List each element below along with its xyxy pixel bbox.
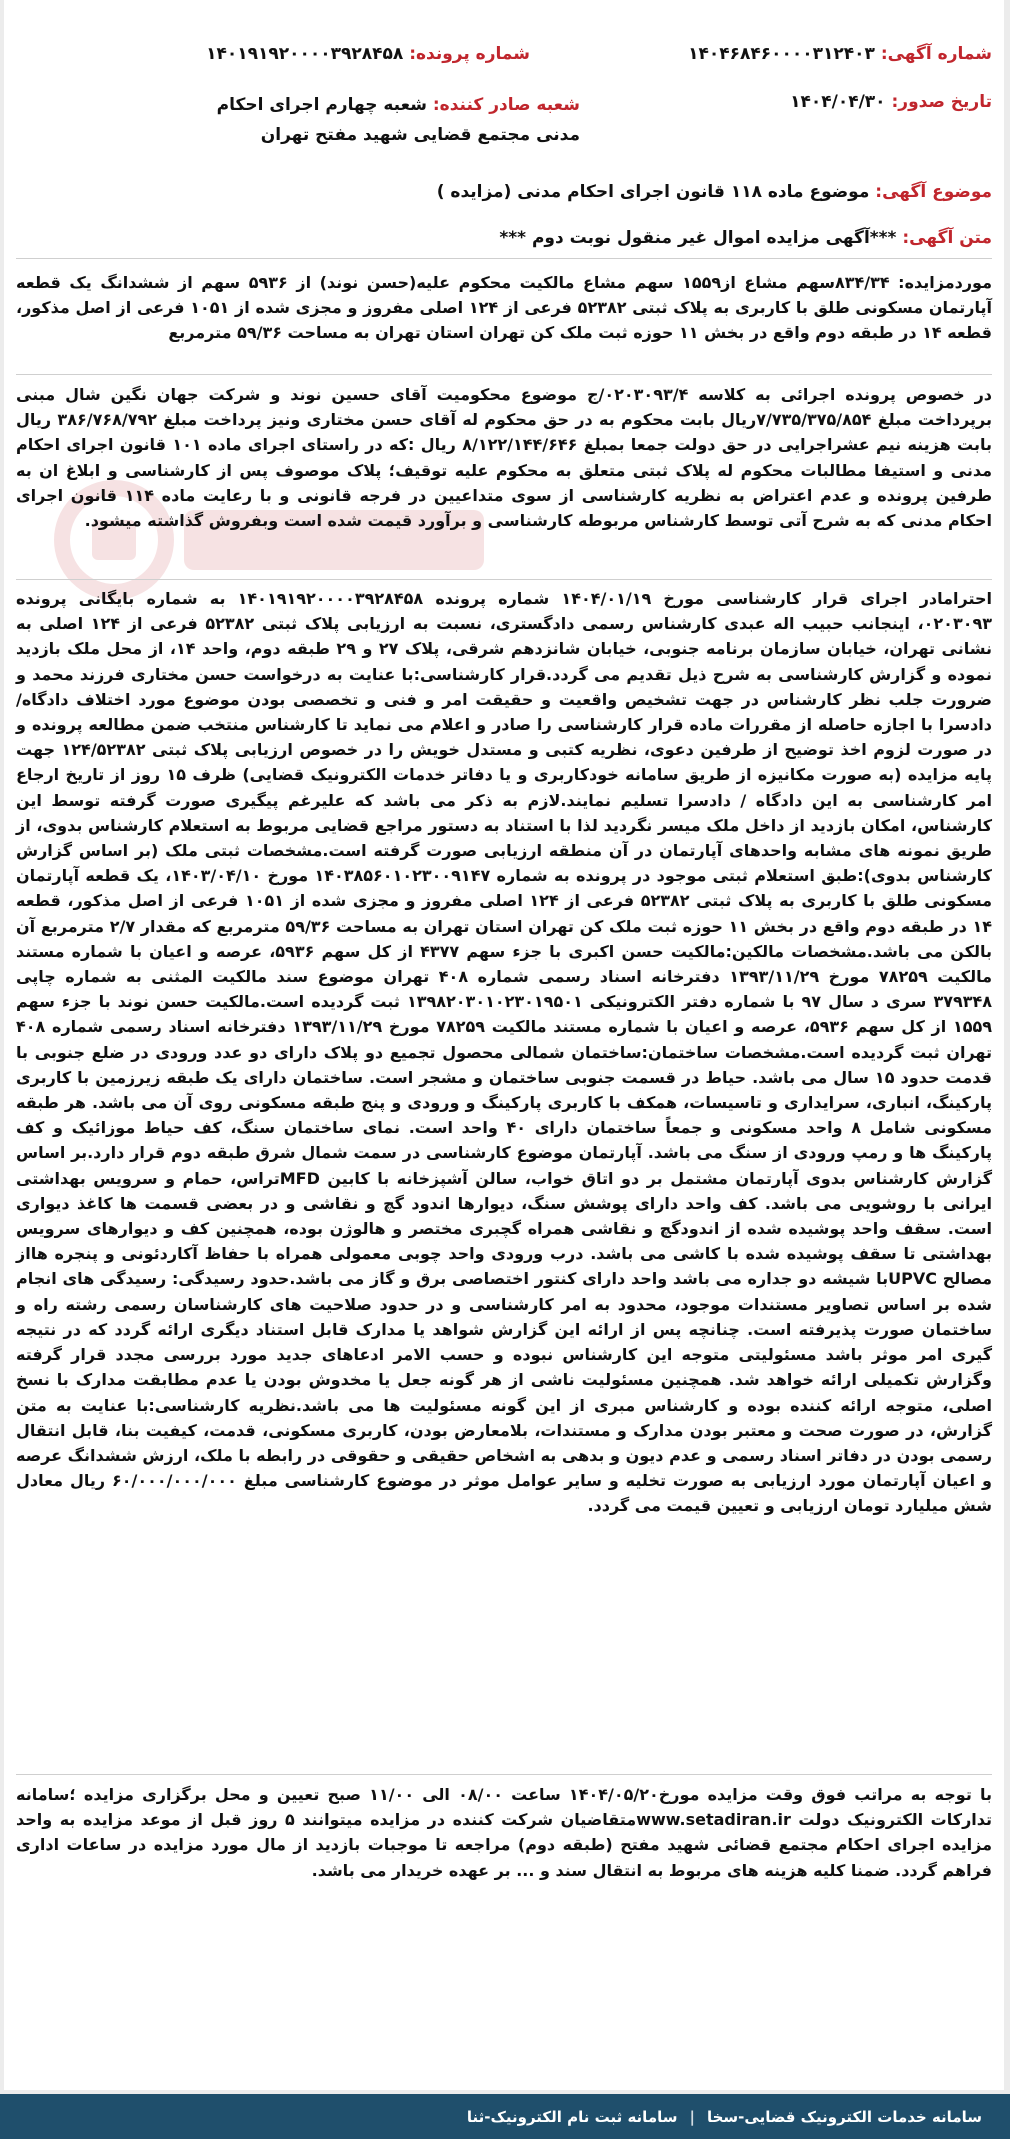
divider [16,579,992,580]
expert-report-paragraph: احترامادر اجرای قرار کارشناسی مورخ ۱۴۰۴/۰۱/۱۹ شماره پرونده ۱۴۰۱۹۱۹۲۰۰۰۰۳۹۲۸۴۵۸ به شماره بایگانی پرونده ۰۲۰۳۰۹۳، اینجانب حبیب اله عبدی کارشناس رسمی دادگستری، نسبت به ارزیابی پلاک ثبتی ۵۲۳۸۲ فرعی از ۱۲۴ اصلی به نشانی تهران، خیابان سازمان برنامه جنوبی، خیابان شانزدهم شرقی، پلاک ۲۷ و ۲۹ طبقه دوم، واحد ۱۴، از محل ملک بازدید نموده و گزارش کارشناسی به شرح ذیل تقدیم می گردد.قرار کارشناسی:با عنایت به درخواست حسن مختاری فرزند محمد و ضرورت جلب نظر کارشناس در جهت تشخیص واقعیت و حقیقت امر و فنی و تخصصی بودن موضوع مورد اختلاف دادگاه/دادسرا با اجازه حاصله از مقررات ماده قرار کارشناسی را صادر و اعلام می نماید تا کارشناس منتخب ضمن مطالعه پرونده و در صورت لزوم اخذ توضیح از طرفین دعوی، نظریه کتبی و مستدل خویش را در خصوص ارزیابی پلاک ثبتی ۱۲۴/۵۲۳۸۲ جهت پایه مزایده (به صورت مکانیزه از طریق سامانه خودکاربری و یا دفاتر خدمات الکترونیک قضایی) ظرف ۱۵ روز از تاریخ ارجاع امر کارشناسی به این دادگاه / دادسرا تسلیم نمایند.لازم به ذکر می باشد که علیرغم پیگیری صورت گرفته توسط این کارشناس، امکان بازدید از داخل ملک میسر نگردید لذا با استناد به دستور مراجع قضایی مربوط به استعلام کارشناس بدوی، از طریق نمونه های مشابه واحدهای آپارتمان در آن منطقه ارزیابی صورت گرفته است.مشخصات ثبتی ملک (بر اساس گزارش کارشناس بدوی):طبق استعلام ثبتی موجود در پرونده به شماره ۱۴۰۳۸۵۶۰۱۰۲۳۰۰۹۱۴۷ مورخ ۱۴۰۳/۰۴/۱۰، یک قطعه آپارتمان مسکونی طلق با کاربری به پلاک ثبتی ۵۲۳۸۲ فرعی از ۱۲۴ اصلی مفروز و مجزی شده از ۱۰۵۱ فرعی از اصل مذکور، قطعه ۱۴ در طبقه دوم واقع در بخش ۱۱ حوزه ثبت ملک کن تهران استان تهران به مساحت ۵۹/۳۶ مترمربع که مقدار ۲/۷ مترمربع آن بالکن می باشد.مشخصات مالکین:مالکیت حسن اکبری با جزء سهم ۴۳۷۷ از کل سهم ۵۹۳۶، عرصه و اعیان با شماره مستند مالکیت ۷۸۲۵۹ مورخ ۱۳۹۳/۱۱/۲۹ دفترخانه اسناد رسمی شماره ۴۰۸ تهران موضوع سند مالکیت المثنی به شماره چاپی ۳۷۹۳۴۸ سری د سال ۹۷ با شماره دفتر الکترونیکی ۱۳۹۸۲۰۳۰۱۰۲۳۰۱۹۵۰۱ ثبت گردیده است.مالکیت حسن نوند با جزء سهم ۱۵۵۹ از کل سهم ۵۹۳۶، عرصه و اعیان با شماره مستند مالکیت ۷۸۲۵۹ مورخ ۱۳۹۳/۱۱/۲۹ دفترخانه اسناد رسمی شماره ۴۰۸ تهران ثبت گردیده است.مشخصات ساختمان:ساختمان شمالی محصول تجمیع دو پلاک دارای دو عدد ورودی در ضلع جنوبی با قدمت حدود ۱۵ سال می باشد. حیاط در قسمت جنوبی ساختمان و مشجر است. ساختمان دارای یک طبقه زیرزمین با کاربری پارکینگ، انباری، سرایداری و تاسیسات، همکف با کاربری پارکینگ و ورودی و پنج طبقه مسکونی روی آن می باشد. هر طبقه مسکونی شامل ۸ واحد مسکونی و جمعاً ساختمان دارای ۴۰ واحد است. نمای ساختمان سنگ، کف حیاط موزائیک و کف پارکینگ ها و رمپ ورودی از سنگ می باشد. آپارتمان موضوع کارشناسی در سمت شمال شرق طبقه دوم قرار دارد.بر اساس گزارش کارشناس بدوی آپارتمان مشتمل بر دو اتاق خواب، سالن آشپزخانه با کابین MFDتراس، حمام و سرویس بهداشتی ایرانی با روشویی می باشد. کف واحد دارای پوشش سنگ، دیوارها اندود گچ و نقاشی و در بعضی قسمت ها کاغذ دیواری است. سقف واحد پوشیده شده از اندودگچ و نقاشی همراه گچبری مختصر و هالوژن بوده، همچنین کف و دیوارهای سرویس بهداشتی تا سقف پوشیده شده با کاشی می باشد. درب ورودی واحد چوبی معمولی همراه با حفاظ آکاردئونی و پنجره هااز مصالح UPVCبا شیشه دو جداره می باشد واحد دارای کنتور اختصاصی برق و گاز می باشد.حدود رسیدگی: رسیدگی های انجام شده بر اساس تصاویر مستندات موجود، محدود به امر کارشناسی و در حدود صلاحیت های کارشناسان رسمی رشته راه و ساختمان صورت پذیرفته است. چنانچه پس از ارائه این گزارش شواهد یا مدارک قابل استناد دیگری ارائه گردد که در نتیجه گیری امر موثر باشد مسئولیتی متوجه این کارشناس نبوده و حسب الامر ادعاهای جدید مورد بررسی مجدد قرار گرفته وگزارش تکمیلی ارائه خواهد شد. همچنین مسئولیت ناشی از هر گونه جعل یا مخدوش بودن یا عدم مطابقت مدارک با نسخ اصلی، متوجه ارائه کننده بوده و کارشناس مبری از این گونه مسئولیت ها می باشد.نظریه کارشناسی:با عنایت به متن گزارش، در صورت صحت و معتبر بودن مدارک و مستندات، بلامعارض بودن، کاربری مسکونی، قدمت، کیفیت بنا، قابل انتقال رسمی بودن در دفاتر اسناد رسمی و عدم دیون و بدهی به اشخاص حقیقی و حقوقی در رابطه با ملک، ارزش ششدانگ عرصه و اعیان آپارتمان مورد ارزیابی به صورت تخلیه و سایر عوامل موثر در موضوع کارشناسی مبلغ ۶۰/۰۰۰/۰۰۰/۰۰۰ ریال معادل شش میلیارد تومان ارزیابی و تعیین قیمت می گردد. [16,589,993,1516]
issuing-branch-value: شعبه چهارم اجرای احکام مدنی مجتمع قضایی شهید مفتح تهران [216,95,580,145]
notice-page [4,0,1004,2090]
ad-number-value: ۱۴۰۴۶۸۴۶۰۰۰۰۳۱۲۴۰۳ [688,44,875,64]
issue-date-value: ۱۴۰۴/۰۴/۳۰ [790,92,886,112]
auction-schedule-paragraph: با توجه به مراتب فوق وقت مزایده مورخ۱۴۰۴/۰۵/۲۰ ساعت ۰۸/۰۰ الی ۱۱/۰۰ صبح تعیین و محل برگزاری مزایده ؛سامانه تدارکات الکترونیک دولت www.setadiran.irمتقاضیان شرکت کننده در مزایده میتوانند ۵ روز قبل از موعد مزایده به واحد مزایده اجرای احکام مجتمع قضائی شهید مفتح (طبقه دوم) مراجعه تا موجبات بازدید از مال مورد مزایده در ساعات اداری فراهم گردد. ضمنا کلیه هزینه های مربوط به انتقال سند و ... بر عهده خریدار می باشد. [16,1785,993,1880]
issue-date-field [790,92,992,112]
ad-number-field [688,44,992,64]
footer-link-sana[interactable]: سامانه ثبت نام الکترونیک-ثنا [466,2107,678,2126]
footer-bar [0,2094,1010,2139]
issue-date-label: تاریخ صدور: [891,92,992,112]
subject-label: موضوع آگهی: [875,182,992,202]
subject-value: موضوع ماده ۱۱۸ قانون اجرای احکام مدنی (مزایده ) [436,182,870,202]
footer-separator: | [689,2107,695,2126]
subject-field [437,182,992,202]
auction-item-paragraph: موردمزایده: ۸۳۴/۳۴سهم مشاع از۱۵۵۹ سهم مشاع مالکیت محکوم علیه(حسن نوند) از ۵۹۳۶ سهم از ششدانگ یک قطعه آپارتمان مسکونی طلق با کاربری به پلاک ثبتی ۵۲۳۸۲ فرعی از ۱۲۴ اصلی مفروز و مجزی شده از ۱۰۵۱ فرعی از اصل مذکور، قطعه ۱۴ در طبقه دوم واقع در بخش ۱۱ حوزه ثبت ملک کن تهران استان تهران به مساحت ۵۹/۳۶ مترمربع [16,273,993,343]
case-description-paragraph: در خصوص پرونده اجرائی به کلاسه ۰۲۰۳۰۹۳/۴/ج موضوع محکومیت آقای حسین نوند و شرکت جهان نگین شال مبنی برپرداخت مبلغ ۷/۷۳۵/۳۷۵/۸۵۴ریال بابت محکوم به در حق محکوم له آقای حسن مختاری ونیز پرداخت مبلغ ۳۸۶/۷۶۸/۷۹۲ ریال بابت هزینه نیم عشراجرایی در حق دولت جمعا بمبلغ ۸/۱۲۲/۱۴۴/۶۴۶ ریال :که در راستای اجرای ماده ۱۰۱ قانون اجرای احکام مدنی و استیفا مطالبات محکوم له پلاک ثبتی متعلق به محکوم علیه توقیف؛ پلاک موصوف پس از کارشناسی و ابلاغ ان به طرفین پرونده و عدم اعتراض به نظریه کارشناسی از سوی متداعیین در فرجه قانونی و با رعایت ماده ۱۱۴ قانون اجرای احکام مدنی که به شرح آتی توسط کارشناس مربوطه کارشناسی و برآورد قیمت شده است وبفروش گذاشته میشود. [16,385,993,531]
text-label: متن آگهی: [902,228,992,248]
divider [16,1774,992,1775]
case-number-value: ۱۴۰۱۹۱۹۲۰۰۰۰۳۹۲۸۴۵۸ [206,44,404,64]
issuing-branch-label: شعبه صادر کننده: [432,95,580,115]
case-number-label: شماره پرونده: [409,44,530,64]
footer-link-sakha[interactable]: سامانه خدمات الکترونیک قضایی-سخا [706,2107,982,2126]
text-title-field [499,228,992,248]
divider [16,374,992,375]
ad-number-label: شماره آگهی: [880,44,992,64]
text-title: ***آگهی مزایده اموال غیر منقول نوبت دوم *** [499,228,897,248]
issuing-branch-field [190,90,580,150]
case-number-field [206,44,530,64]
divider [16,258,992,259]
